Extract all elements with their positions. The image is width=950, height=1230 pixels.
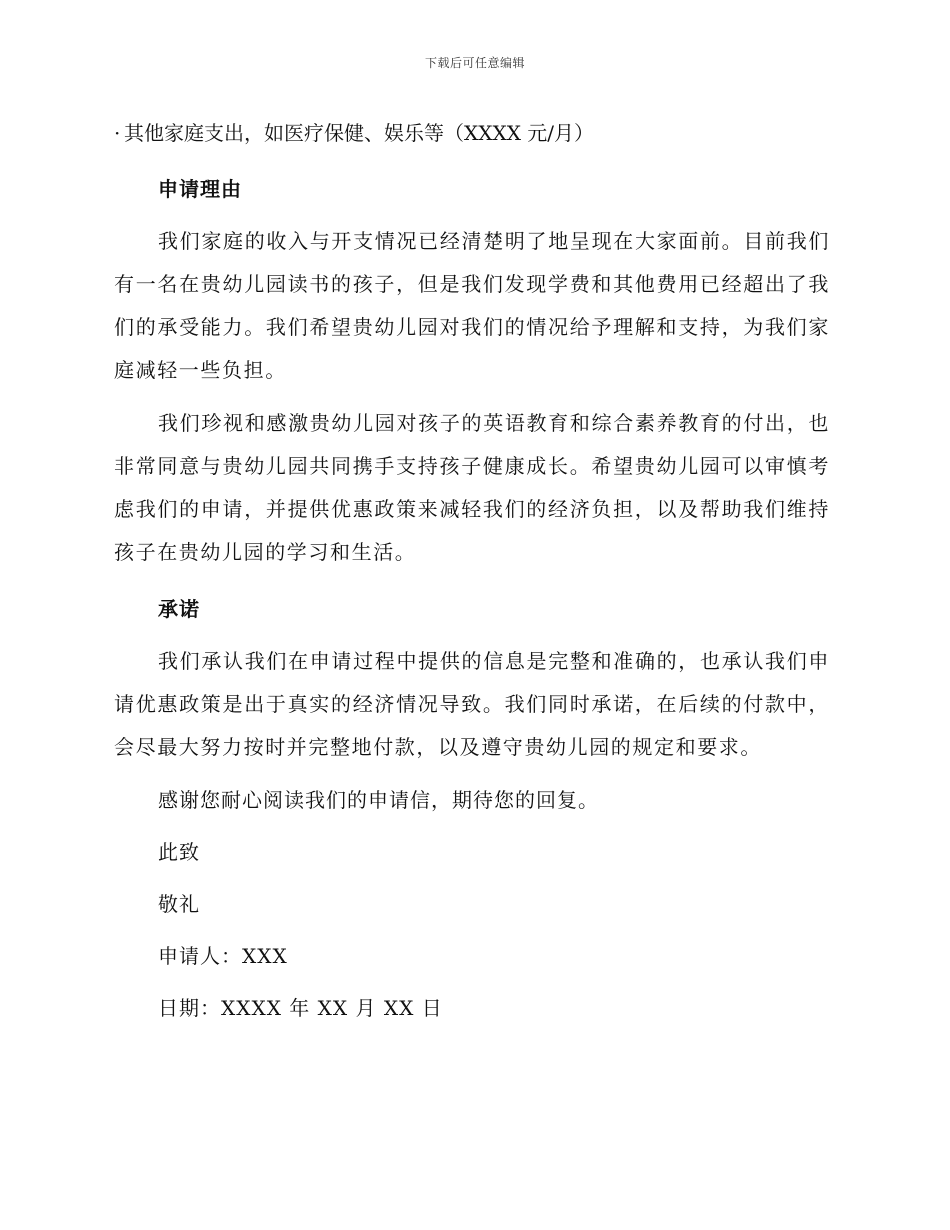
document-body (114, 112, 830, 1039)
applicant-line: 申请人：XXX (158, 944, 288, 968)
list-item-text: 其他家庭支出，如医疗保健、娱乐等（XXXX 元/月） (124, 121, 595, 145)
salutation-line-1: 此致 (158, 840, 200, 864)
bullet-dot: · (114, 121, 121, 145)
closing-thanks: 感谢您耐心阅读我们的申请信，期待您的回复。 (158, 788, 599, 812)
date-line: 日期：XXXX 年 XX 月 XX 日 (158, 996, 443, 1020)
section-heading-commitment: 承诺 (158, 597, 200, 621)
page-header: 下载后可任意编辑 (424, 56, 525, 70)
paragraph: 我们珍视和感激贵幼儿园对孩子的英语教育和综合素养教育的付出，也非常同意与贵幼儿园共同携手支持孩子健康成长。希望贵幼儿园可以审慎考虑我们的申请，并提供优惠政策来减轻我们的经济负担，以及帮助我们维持孩子在贵幼儿园的学习和生活。 (114, 411, 830, 564)
paragraph: 我们家庭的收入与开支情况已经清楚明了地呈现在大家面前。目前我们有一名在贵幼儿园读书的孩子，但是我们发现学费和其他费用已经超出了我们的承受能力。我们希望贵幼儿园对我们的情况给予理解和支持，为我们家庭减轻一些负担。 (114, 229, 830, 382)
salutation-line-2: 敬礼 (158, 892, 200, 916)
list-item (114, 112, 830, 154)
section-heading-reason: 申请理由 (158, 177, 242, 201)
paragraph: 我们承认我们在申请过程中提供的信息是完整和准确的，也承认我们申请优惠政策是出于真实的经济情况导致。我们同时承诺，在后续的付款中，会尽最大努力按时并完整地付款，以及遵守贵幼儿园的规定和要求。 (114, 649, 830, 759)
